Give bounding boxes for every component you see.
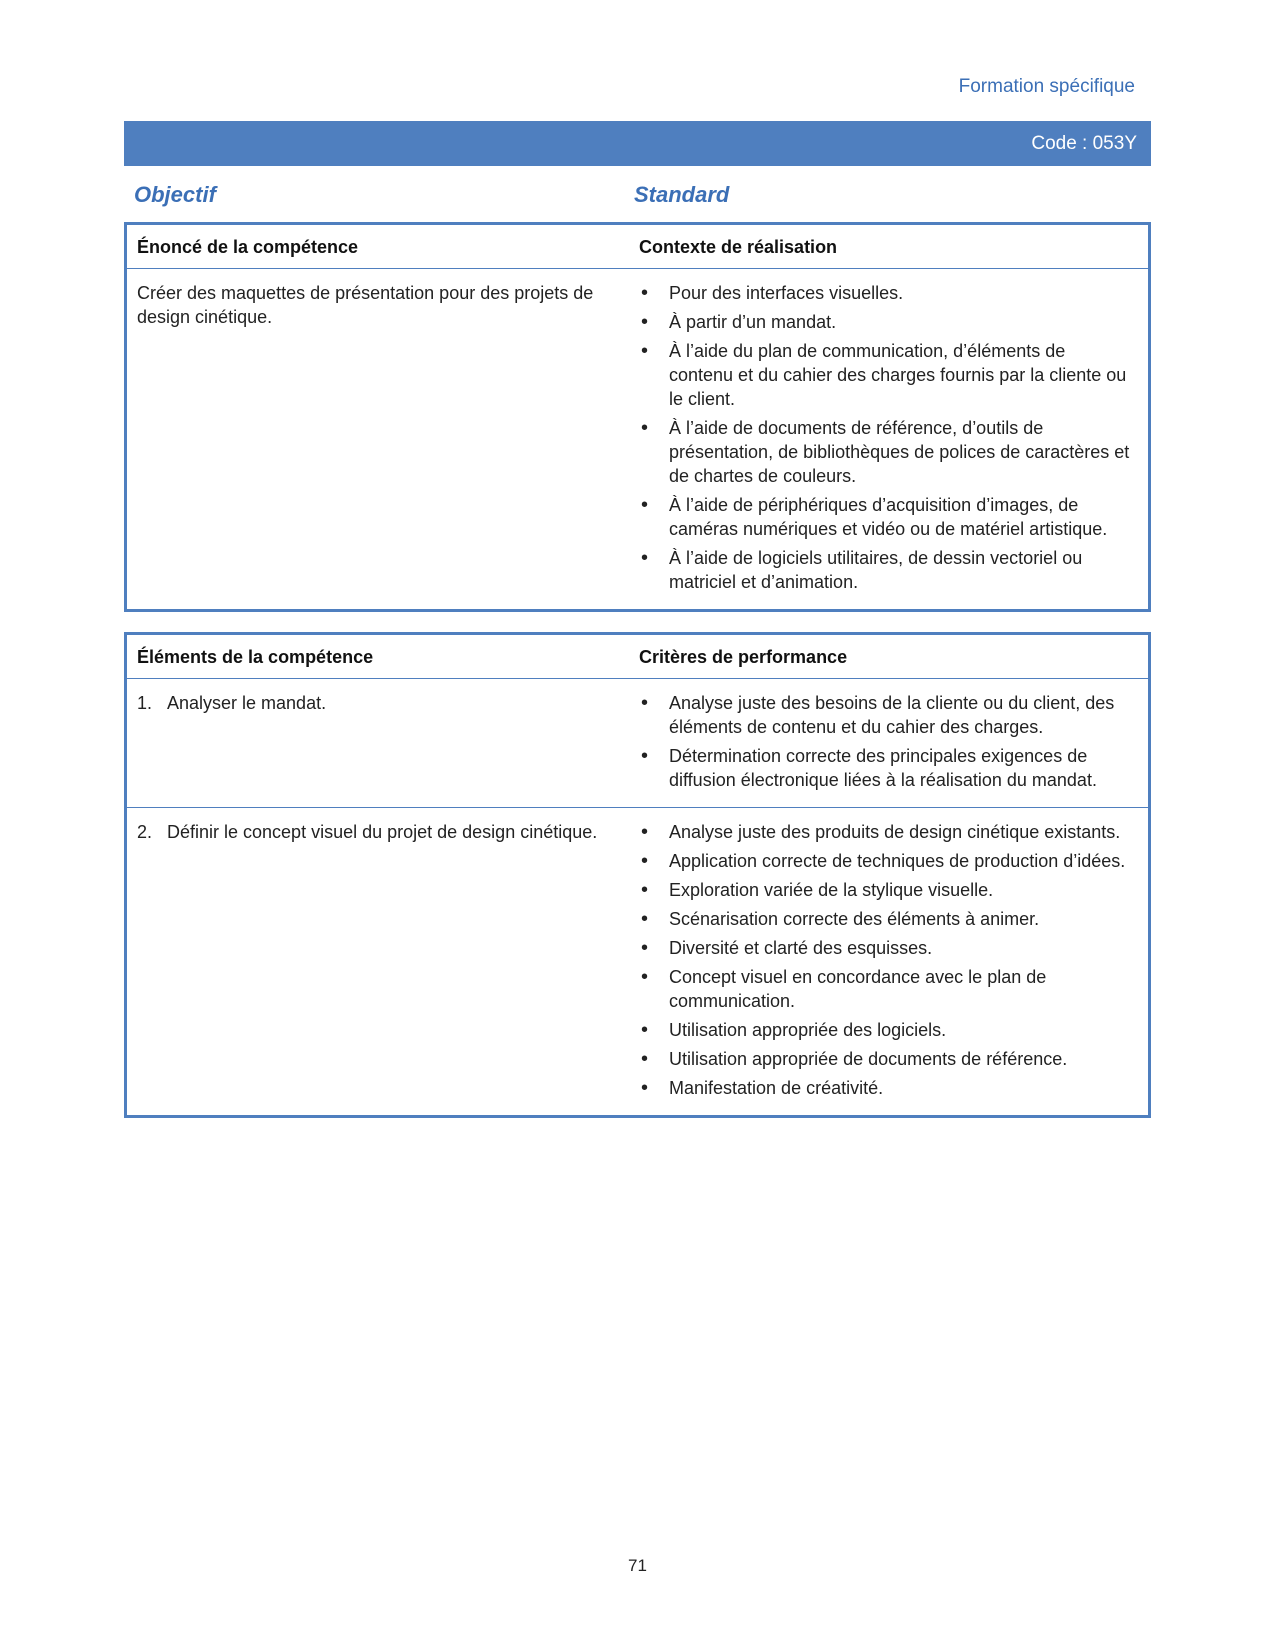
list-item: • Concept visuel en concordance avec le plan de communication. xyxy=(639,965,1134,1013)
list-item: • Analyse juste des produits de design cinétique existants. xyxy=(639,820,1134,844)
elements-header: Éléments de la compétence xyxy=(137,647,374,667)
list-item: • Exploration variée de la stylique visuelle. xyxy=(639,878,1134,902)
element-item xyxy=(137,691,629,715)
list-item: • Utilisation appropriée des logiciels. xyxy=(639,1018,1134,1042)
list-item: • Diversité et clarté des esquisses. xyxy=(639,936,1134,960)
table-header-row xyxy=(127,225,1148,268)
table-header-row xyxy=(127,635,1148,678)
element-item xyxy=(137,820,629,844)
list-item: • À partir d’un mandat. xyxy=(639,310,1134,334)
list-item: • Pour des interfaces visuelles. xyxy=(639,281,1134,305)
standard-label: Standard xyxy=(634,182,730,207)
competency-elements-table xyxy=(124,632,1151,1118)
list-item: • Analyse juste des besoins de la cliente ou du client, des éléments de contenu et du cahier des charges. xyxy=(639,691,1134,739)
competency-statement: Créer des maquettes de présentation pour des projets de design cinétique. xyxy=(137,283,594,327)
statement-header: Énoncé de la compétence xyxy=(137,237,359,257)
element-number: 2. xyxy=(137,822,153,842)
page-number: 71 xyxy=(628,1556,647,1575)
criteria-list xyxy=(639,691,1134,792)
code-bar xyxy=(124,121,1151,166)
objectif-label: Objectif xyxy=(134,182,216,207)
list-item: • Utilisation appropriée de documents de référence. xyxy=(639,1047,1134,1071)
list-item: • Application correcte de techniques de production d’idées. xyxy=(639,849,1134,873)
list-item: • À l’aide de logiciels utilitaires, de dessin vectoriel ou matriciel et d’animation. xyxy=(639,546,1134,594)
context-header: Contexte de réalisation xyxy=(639,237,838,257)
context-list xyxy=(639,281,1134,594)
element-text: Analyser le mandat. xyxy=(167,693,327,713)
criteria-list xyxy=(639,820,1134,1100)
table-row xyxy=(127,678,1148,807)
criteria-header: Critères de performance xyxy=(639,647,848,667)
list-item: • À l’aide du plan de communication, d’éléments de contenu et du cahier des charges fournis par la cliente ou le client. xyxy=(639,339,1134,411)
competency-statement-table xyxy=(124,222,1151,612)
element-number: 1. xyxy=(137,693,153,713)
list-item: • À l’aide de documents de référence, d’outils de présentation, de bibliothèques de polices de caractères et de chartes de couleurs. xyxy=(639,416,1134,488)
document-section-title: Formation spécifique xyxy=(958,76,1135,97)
element-text: Définir le concept visuel du projet de design cinétique. xyxy=(167,822,598,842)
list-item: • À l’aide de périphériques d’acquisition d’images, de caméras numériques et vidéo ou de matériel artistique. xyxy=(639,493,1134,541)
competency-code: Code : 053Y xyxy=(1031,133,1137,154)
list-item: • Détermination correcte des principales exigences de diffusion électronique liées à la réalisation du mandat. xyxy=(639,744,1134,792)
table-row xyxy=(127,807,1148,1115)
list-item: • Manifestation de créativité. xyxy=(639,1076,1134,1100)
table-row xyxy=(127,268,1148,609)
list-item: • Scénarisation correcte des éléments à animer. xyxy=(639,907,1134,931)
